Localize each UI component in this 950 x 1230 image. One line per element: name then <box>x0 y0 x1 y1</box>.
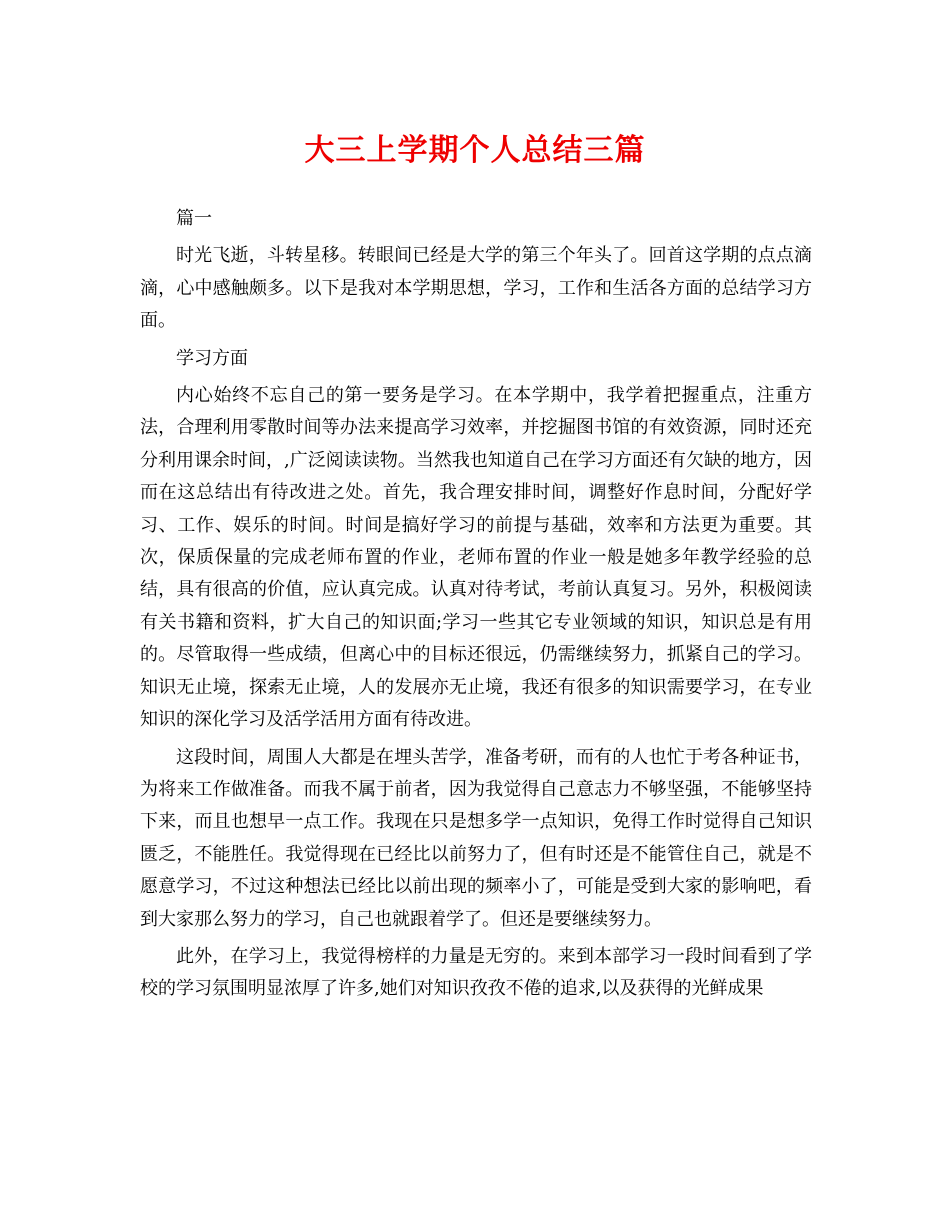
role-model-paragraph: 此外，在学习上，我觉得榜样的力量是无穷的。来到本部学习一段时间看到了学校的学习氛围明显浓厚了许多,她们对知识孜孜不倦的追求,以及获得的光鲜成果 <box>140 945 812 1000</box>
recent-period-paragraph: 这段时间，周围人大都是在埋头苦学，准备考研，而有的人也忙于考各种证书，为将来工作做准备。而我不属于前者，因为我觉得自己意志力不够坚强，不能够坚持下来，而且也想早一点工作。我现在只是想多学一点知识，免得工作时觉得自己知识匮乏，不能胜任。我觉得现在已经比以前努力了，但有时还是不能管住自己，就是不愿意学习，不过这种想法已经比以前出现的频率小了，可能是受到大家的影响吧，看到大家那么努力的学习，自己也就跟着学了。但还是要继续努力。 <box>140 746 812 930</box>
section-heading-study: 学习方面 <box>176 347 248 369</box>
section-heading-part-one: 篇一 <box>176 208 212 229</box>
document-body <box>140 203 812 1006</box>
intro-paragraph: 时光飞逝，斗转星移。转眼间已经是大学的第三个年头了。回首这学期的点点滴滴，心中感触颇多。以下是我对本学期思想，学习，工作和生活各方面的总结学习方面。 <box>140 245 812 332</box>
study-paragraph: 内心始终不忘自己的第一要务是学习。在本学期中，我学着把握重点，注重方法，合理利用零散时间等办法来提高学习效率，并挖掘图书馆的有效资源，同时还充分利用课余时间，,广泛阅读读物。当然我也知道自己在学习方面还有欠缺的地方，因而在这总结出有待改进之处。首先，我合理安排时间，调整好作息时间，分配好学习、工作、娱乐的时间。时间是搞好学习的前提与基础，效率和方法更为重要。其次，保质保量的完成老师布置的作业，老师布置的作业一般是她多年教学经验的总结，具有很高的价值，应认真完成。认真对待考试，考前认真复习。另外，积极阅读有关书籍和资料，扩大自己的知识面;学习一些其它专业领域的知识，知识总是有用的。尽管取得一些成绩，但离心中的目标还很远，仍需继续努力，抓紧自己的学习。知识无止境，探索无止境，人的发展亦无止境，我还有很多的知识需要学习，在专业知识的深化学习及活学活用方面有待改进。 <box>140 385 812 731</box>
document-title: 大三上学期个人总结三篇 <box>304 133 646 168</box>
